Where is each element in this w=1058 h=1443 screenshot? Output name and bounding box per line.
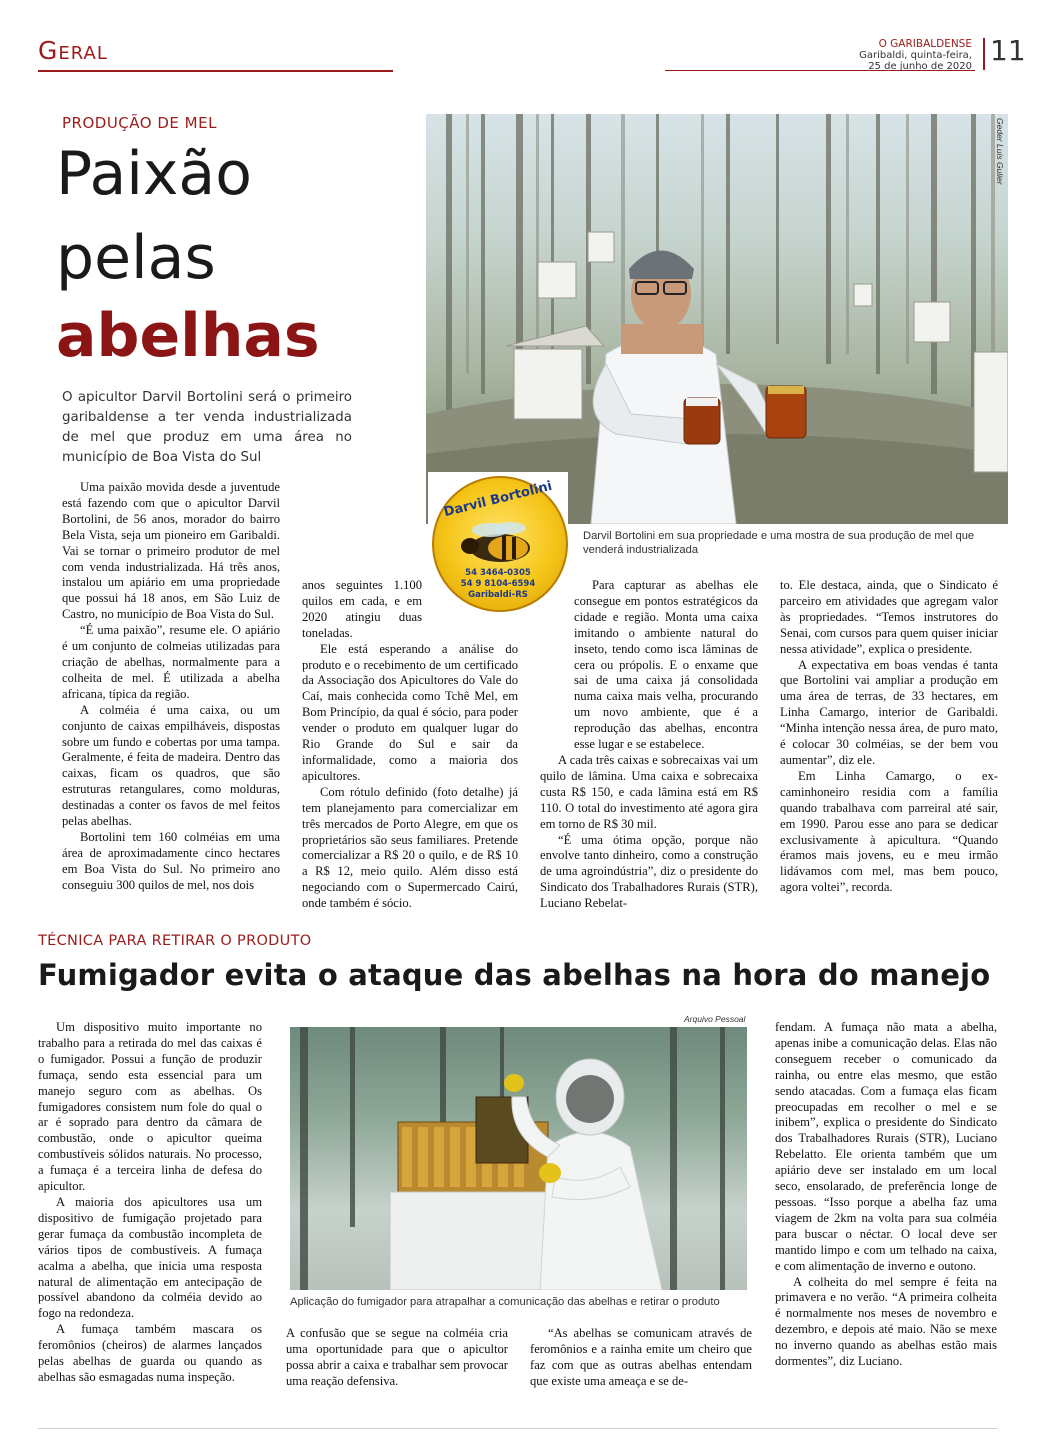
paragraph: Bortolini tem 160 colméias em uma área de aproximadamente cinco hectares em Boa Vista do Sul. No primeiro ano conseguiu 300 quilos de mel, nos dois <box>62 829 280 892</box>
paragraph: A colméia é uma caixa, ou um conjunto de caixas empilháveis, dispostas sobre um fundo e cobertas por uma tampa. Geralmente, é feita de madeira. Dentro das caixas, ficam os quadros, que são estruturas retangulares, como molduras, destinadas a conter os favos de mel feitos pelas abelhas. <box>62 702 280 829</box>
beekeeper-scene <box>290 1027 747 1290</box>
main-photo <box>426 114 1008 524</box>
paragraph: A expectativa em boas vendas é tanta que Bortolini vai ampliar a produção em uma área de terras, de 33 hectares, em Linha Camargo, interior de Garibaldi. “Minha intenção nessa área, de puro mato, é colocar 30 colméias, se der bem vou aumentar”, diz ele. <box>780 657 998 767</box>
lead-paragraph: O apicultor Darvil Bortolini será o primeiro garibaldense a ter venda industrializada de mel que produz em uma área no município de Boa Vista do Sul <box>62 390 352 465</box>
paragraph: anos seguintes 1.100 quilos em cada, e em 2020 atingiu duas toneladas. <box>302 578 422 640</box>
headline-line-2: pelas <box>56 223 216 293</box>
paper-name: O GARIBALDENSE <box>878 38 972 50</box>
paragraph: A cada três caixas e sobrecaixas vai um quilo de lâmina. Uma caixa e sobrecaixa custa R$ 150, e cada lâmina está em R$ 110. O total do investimento até agora gira em torno de R$ 30 mil. <box>540 752 758 831</box>
footer-rule <box>38 1428 998 1429</box>
headline-line-1: Paixão <box>56 139 252 209</box>
label-brand: Darvil Bortolini <box>442 478 554 521</box>
article2-kicker: TÉCNICA PARA RETIRAR O PRODUTO <box>38 933 312 949</box>
paragraph: Em Linha Camargo, o ex-caminhoneiro residia com a família quando trabalhava com parreiral até sair, em 1990. Parou esse ano para se dedicar exclusivamente à apicultura. “Quando éramos mais jovens, eu e meu irmão lidávamos com mel, mas bem pouco, agora voltei”, recorda. <box>780 768 998 895</box>
dateline-2: 25 de junho de 2020 <box>868 61 972 72</box>
label-city: Garibaldi-RS <box>468 590 528 600</box>
header-rule-left <box>38 70 393 72</box>
main-photo-caption: Darvil Bortolini em sua propriedade e uma mostra de sua produção de mel que venderá industrializada <box>583 530 975 556</box>
beekeeper-photo-caption: Aplicação do fumigador para atrapalhar a comunicação das abelhas e retirar o produto <box>290 1296 720 1308</box>
article1-column-4 <box>780 578 998 896</box>
article2-column-3 <box>530 1326 752 1390</box>
article2-column-2 <box>286 1326 508 1390</box>
article1-column-2 <box>302 578 518 912</box>
article2-headline: Fumigador evita o ataque das abelhas na hora do manejo <box>38 958 991 992</box>
paragraph: A confusão que se segue na colméia cria uma oportunidade para que o apicultor possa abrir a caixa e trabalhar sem provocar uma reação defensiva. <box>286 1326 508 1388</box>
forest-scene <box>426 114 1008 524</box>
page-number: 11 <box>990 34 1026 67</box>
paragraph: Ele está esperando a análise do produto e o recebimento de um certificado da Associação dos Apicultores do Vale do Caí, mais conhecida como Tchê Mel, em Bom Princípio, da qual é sócio, para poder vender o produto em qualquer lugar do Rio Grande do Sul e sair da informalidade, como a maioria dos apicultores. <box>302 641 518 783</box>
paragraph: to. Ele destaca, ainda, que o Sindicato é parceiro em atividades que agregam valor às propriedades. “Temos instrutores do Senai, com cursos para quem quiser iniciar nessa atividade”, explica o presidente. <box>780 578 998 656</box>
paragraph: “É uma paixão”, resume ele. O apiário é um conjunto de colmeias utilizadas para criação de abelhas, normalmente para a colheita de mel. É utilizada a abelha africana, típica da região. <box>62 623 280 701</box>
paragraph: Para capturar as abelhas ele consegue em pontos estratégicos da cidade e região. Monta uma caixa imitando o ambiente natural do inseto, tendo como isca lâminas de cera ou própolis. E o enxame que sai de uma caixa já consolidada numa caixa mais velha, procurando um novo ambiente, que é a reprodução das abelhas, encontra esse lugar e se estabelece. <box>574 578 758 752</box>
paragraph: fendam. A fumaça não mata a abelha, apenas inibe a comunicação delas. Elas não conseguem receber o comunicado da rainha, ou entre elas mesmo, que estão sendo atacadas. Com a fumaça elas ficam preocupadas em recolher o mel e se inibem”, explica o presidente do Sindicato dos Trabalhadores Rurais (STR), Luciano Rebelatto. Ele orienta também que um apiário deve ser instalado em um local seco, ensolarado, de preferência longe de pessoas. “Isso porque a abelha faz uma viagem de 2km na volta para sua colméia para buscar o néctar. O local deve ser mantido limpo e com um telhado na caixa, e com alimentação de inverno e outono. <box>775 1020 997 1273</box>
paragraph: Um dispositivo muito importante no trabalho para a retirada do mel das caixas é o fumigador. Possui a função de produzir fumaça, sendo esta essencial para um manejo seguro com as abelhas. Os fumigadores consistem num fole do qual o ar é soprado para dentro da câmara de combustão, onde o apicultor queima combustíveis sólidos naturais. No processo, a fumaça é a terceira linha de defesa do apicultor. <box>38 1020 262 1194</box>
beekeeper-photo <box>290 1027 747 1290</box>
paragraph: A fumaça também mascara os feromônios (cheiros) de alarmes lançados pelas abelhas de guarda ou quando as abelhas são esmagadas numa inspeção. <box>38 1322 262 1384</box>
dateline-1: Garibaldi, quinta-feira, <box>859 50 972 61</box>
paragraph: “É uma ótima opção, porque não envolve tanto dinheiro, como a construção de uma agroindústria”, diz o presidente do Sindicato dos Trabalhadores Rurais (STR), Luciano Rebelat- <box>540 832 758 911</box>
headline-line-3: abelhas <box>56 301 320 371</box>
article2-column-1 <box>38 1020 262 1386</box>
page-number-divider <box>983 38 985 70</box>
label-phone-1: 54 3464-0305 <box>465 568 531 578</box>
section-title: Geral <box>38 36 108 65</box>
photo-credit-main: Geder Luis Gulier <box>995 118 1005 185</box>
photo-credit-2: Arquivo Pessoal <box>684 1014 746 1024</box>
paragraph: A maioria dos apicultores usa um dispositivo de fumigação projetado para gerar fumaça da combustão incompleta de vários tipos de combustíveis. A fumaça acalma a abelha, que inicia uma resposta natural de alimentação em antecipação de possível abandono da colméia devido ao fogo na redondeza. <box>38 1194 262 1321</box>
label-phone-2: 54 9 8104-6594 <box>460 579 536 589</box>
paragraph: A colheita do mel sempre é feita na primavera e no verão. “A primeira colheita é normalmente nos meses de novembro e dezembro, e depois até maio. Não se mexe no inverno quando as abelhas estão mais dormentes”, diz Luciano. <box>775 1274 997 1369</box>
kicker: PRODUÇÃO DE MEL <box>62 114 217 132</box>
paragraph: Uma paixão movida desde a juventude está fazendo com que o apicultor Darvil Bortolini, de 56 anos, morador do bairro Bela Vista, seja um pioneiro em Garibaldi. Vai se tornar o primeiro produtor de mel com venda industrializada. Há três anos, instalou um apiário em uma propriedade que possui há 18 anos, em São Luiz de Castro, no município de Boa Vista do Sul. <box>62 480 280 622</box>
paragraph: Com rótulo definido (foto detalhe) já tem planejamento para comercializar em três mercados de Porto Alegre, em que os proprietários são seus familiares. Pretende comercializar a R$ 20 o quilo, e de R$ 10 a R$ 12, meio quilo. Além disso está negociando com o Supermercado Cairú, onde também é sócio. <box>302 784 518 911</box>
article2-column-4 <box>775 1020 997 1370</box>
article1-column-3 <box>540 578 758 912</box>
article1-column-1 <box>62 480 280 894</box>
paragraph: “As abelhas se comunicam através de feromônios e a rainha emite um cheiro que faz com que as outras abelhas entendam que existe uma ameaça e se de- <box>530 1326 752 1388</box>
